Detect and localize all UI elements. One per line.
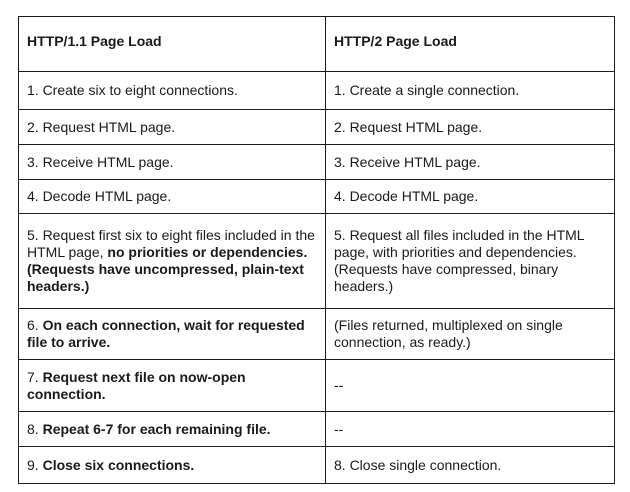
cell-http2 [326,447,615,484]
cell-http2 [326,412,615,447]
table-row [19,360,615,412]
cell-text: 3. Receive HTML page. [27,153,174,170]
cell-text: 8. Close single connection. [334,456,502,473]
table-row [19,412,615,447]
cell-http1 [19,214,326,309]
cell-http1 [19,447,326,484]
table-row [19,110,615,145]
cell-text: 4. Decode HTML page. [27,188,172,204]
cell-http1 [19,110,326,145]
cell-http1 [19,412,326,447]
cell-text: -- [334,420,344,437]
cell-text: -- [334,377,344,393]
cell-http1 [19,180,326,214]
comparison-table [18,16,615,484]
cell-text: 2. Request HTML page. [27,118,176,135]
table-row [19,447,615,484]
cell-text-bold: no priorities or dependencies. (Requests have uncompressed, plain-text headers.) [27,244,308,294]
cell-http1 [19,309,326,360]
cell-text-bold: Request next file on now-open connection. [27,368,246,402]
cell-http2 [326,145,615,180]
cell-text: 9. [27,456,43,473]
cell-http1 [19,145,326,180]
cell-text: 3. Receive HTML page. [334,153,481,170]
cell-text: 1. Create six to eight connections. [27,82,238,98]
table-row [19,214,615,309]
cell-text: 1. Create a single connection. [334,82,520,98]
cell-text-bold: Repeat 6-7 for each remaining file. [42,420,271,437]
table-row [19,72,615,110]
cell-text: 2. Request HTML page. [334,118,483,135]
cell-text: 7. [27,368,43,385]
header-http1: HTTP/1.1 Page Load [19,17,326,72]
cell-text: 6. [27,317,43,333]
table-row [19,145,615,180]
cell-text: 8. [27,420,43,437]
cell-text: (Files returned, multiplexed on single connection, as ready.) [334,317,563,350]
cell-text-bold: Close six connections. [42,456,195,473]
cell-http2 [326,110,615,145]
cell-text: 5. Request all files included in the HTML page, with priorities and dependencies. (Requests have compressed, binary headers.) [334,227,585,294]
cell-http2 [326,309,615,360]
cell-text-bold: On each connection, wait for requested file to arrive. [27,317,305,350]
cell-http1 [19,360,326,412]
cell-text: 4. Decode HTML page. [334,188,479,204]
cell-http2 [326,72,615,110]
header-http2: HTTP/2 Page Load [326,17,615,72]
table-row [19,180,615,214]
cell-http2 [326,360,615,412]
table-row [19,309,615,360]
cell-text: 5. Request first six to eight files included in the HTML page, [27,227,315,260]
table-header-row [19,17,615,72]
cell-http1 [19,72,326,110]
cell-http2 [326,180,615,214]
cell-http2 [326,214,615,309]
